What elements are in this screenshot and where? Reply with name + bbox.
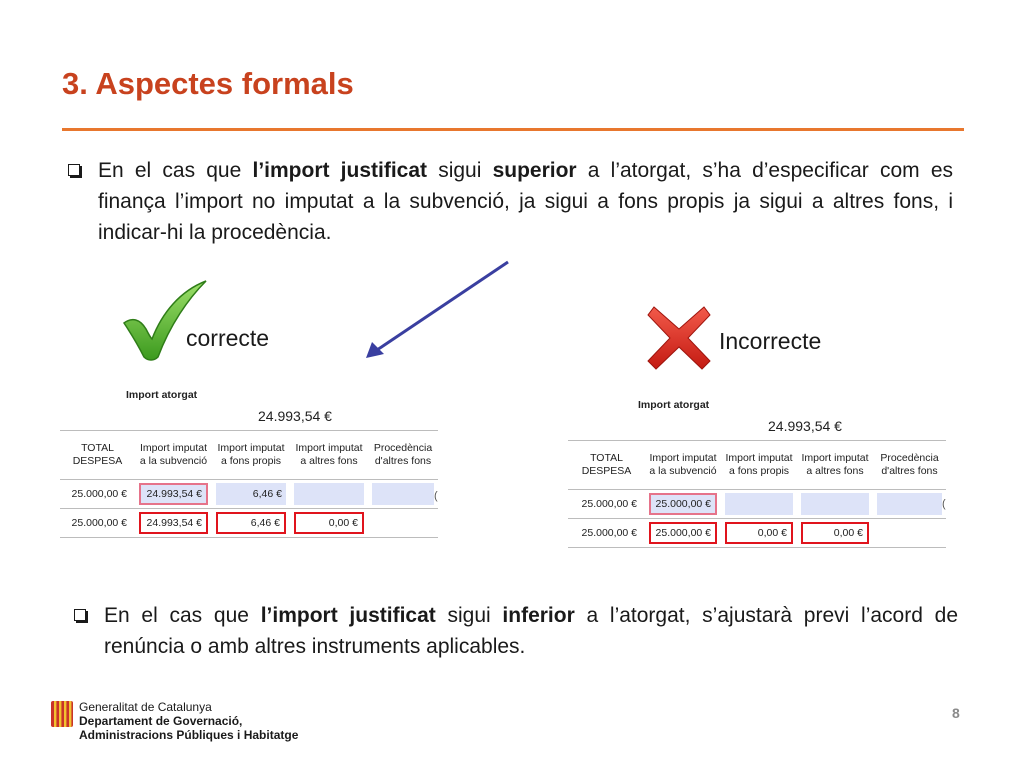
checkbox-bullet-icon xyxy=(74,609,86,621)
header-subvencio: Import imputat a la subvenció xyxy=(135,431,212,480)
bullet-superior xyxy=(98,155,953,248)
table-cell: 0,00 € xyxy=(801,522,869,544)
table-cell: 25.000,00 € xyxy=(649,493,717,515)
table-cell: 0,00 € xyxy=(725,522,793,544)
table-row xyxy=(60,480,438,509)
correct-table-panel xyxy=(60,386,440,548)
table-cell: 25.000,00 € xyxy=(71,488,127,500)
arrow-icon xyxy=(360,258,520,362)
bullet-text: sigui xyxy=(435,604,503,627)
table-cell xyxy=(801,493,869,515)
incorrect-table xyxy=(568,440,946,548)
slide-title: 3. Aspectes formals xyxy=(62,66,354,101)
footer-line: Generalitat de Catalunya xyxy=(79,700,212,714)
bullet-bold: inferior xyxy=(502,604,575,627)
table-cell: 25.000,00 € xyxy=(581,498,637,510)
edge-glyph: ( xyxy=(942,498,946,510)
table-row xyxy=(568,490,946,519)
bullet-text: En el cas que xyxy=(104,604,261,627)
table-cell: 6,46 € xyxy=(216,483,286,505)
incorrect-table-panel xyxy=(568,396,952,556)
header-procedencia: Procedència d'altres fons xyxy=(368,431,438,480)
table-cell xyxy=(877,493,942,515)
header-fons-propis: Import imputat a fons propis xyxy=(721,441,797,490)
bullet-bold: superior xyxy=(492,159,577,182)
table-cell: 24.993,54 € xyxy=(139,512,208,534)
page-number: 8 xyxy=(952,705,960,721)
atorgat-label: Import atorgat xyxy=(126,389,198,401)
correct-label: correcte xyxy=(186,325,270,351)
bullet-text: a l’atorgat, s’ha d’especificar com es finança l’import no imputat a la subvenció, ja sigui a fons propis ja sigui a altres fons, i indicar-hi la procedència. xyxy=(98,159,954,244)
bullet-text: a l’atorgat, s’ajustarà previ l’acord de renúncia o amb altres instruments aplicables. xyxy=(104,604,958,658)
header-altres-fons: Import imputat a altres fons xyxy=(797,441,873,490)
incorrect-label: Incorrecte xyxy=(719,328,822,354)
title-underline xyxy=(62,128,964,131)
footer-organization xyxy=(79,700,298,742)
footer-line: Departament de Governació, xyxy=(79,714,243,728)
table-row xyxy=(60,509,438,538)
atorgat-value: 24.993,54 € xyxy=(768,418,842,434)
table-cell: 6,46 € xyxy=(216,512,286,534)
table-cell: 25.000,00 € xyxy=(71,517,127,529)
header-fons-propis: Import imputat a fons propis xyxy=(212,431,290,480)
table-cell: 25.000,00 € xyxy=(581,527,637,539)
bullet-text: En el cas que xyxy=(98,159,253,182)
correct-table xyxy=(60,430,438,538)
bullet-bold: l’import justificat xyxy=(252,159,428,182)
atorgat-label: Import atorgat xyxy=(638,399,710,411)
bullet-text: sigui xyxy=(427,159,493,182)
table-cell: 25.000,00 € xyxy=(649,522,717,544)
table-cell: 0,00 € xyxy=(294,512,364,534)
bullet-bold: l’import justificat xyxy=(260,604,436,627)
atorgat-value: 24.993,54 € xyxy=(258,408,332,424)
table-row xyxy=(568,519,946,548)
bullet-inferior xyxy=(104,600,958,662)
checkbox-bullet-icon xyxy=(68,164,80,176)
cross-icon xyxy=(646,305,712,371)
footer-line: Administracions Públiques i Habitatge xyxy=(79,728,299,742)
table-cell xyxy=(294,483,364,505)
header-subvencio: Import imputat a la subvenció xyxy=(645,441,721,490)
header-procedencia: Procedència d'altres fons xyxy=(873,441,946,490)
header-total: TOTAL DESPESA xyxy=(568,441,645,490)
table-cell: 24.993,54 € xyxy=(139,483,208,505)
edge-glyph: ( xyxy=(434,490,438,502)
header-total: TOTAL DESPESA xyxy=(60,431,135,480)
header-altres-fons: Import imputat a altres fons xyxy=(290,431,368,480)
table-cell xyxy=(372,512,434,534)
table-cell xyxy=(372,483,434,505)
generalitat-logo-icon xyxy=(51,701,73,727)
table-cell xyxy=(877,522,942,544)
table-cell xyxy=(725,493,793,515)
